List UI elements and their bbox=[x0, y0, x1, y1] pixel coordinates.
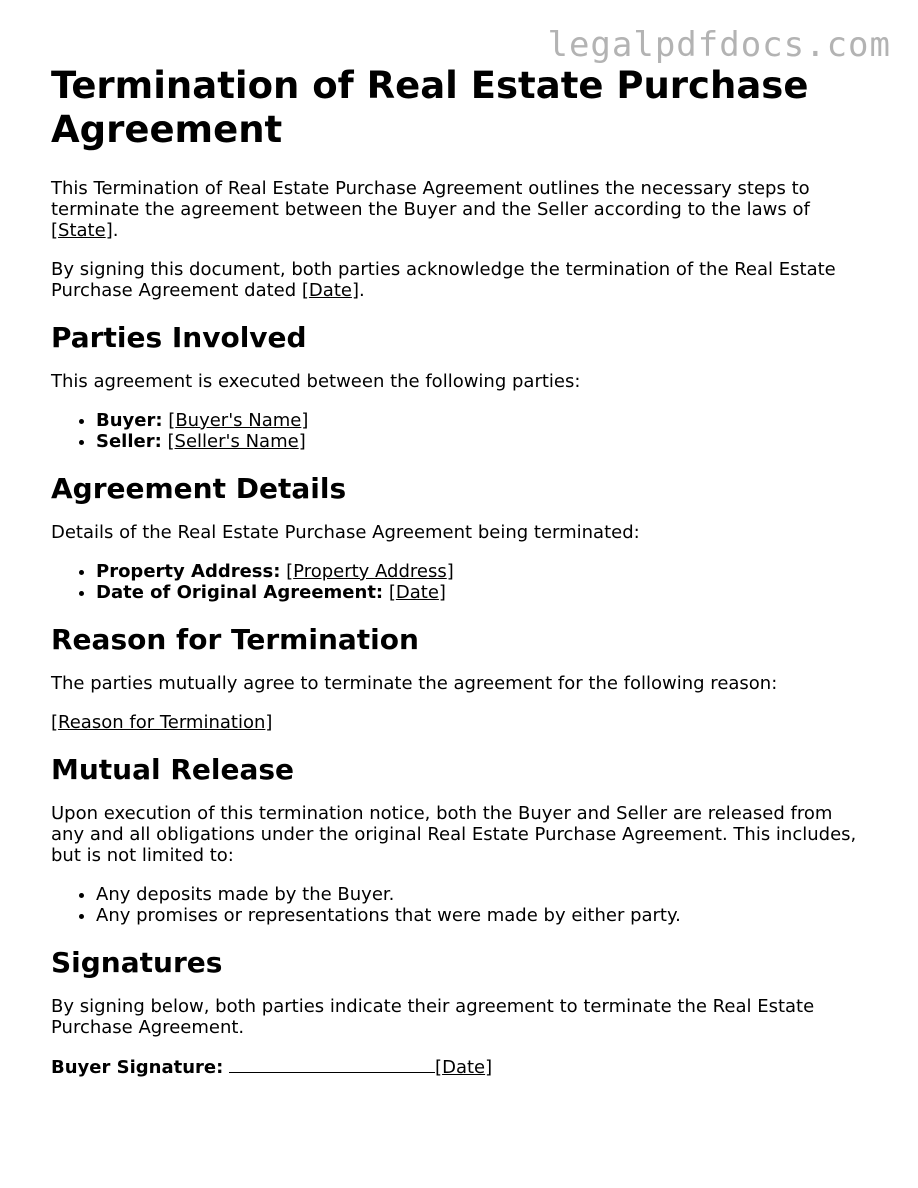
buyer-signature-date-placeholder: Date bbox=[442, 1057, 486, 1078]
intro-text-end: . bbox=[112, 220, 119, 241]
buyer-signature-line[interactable] bbox=[229, 1056, 435, 1073]
buyer-signature-row: Buyer Signature: [Date] bbox=[51, 1057, 493, 1078]
details-list bbox=[51, 561, 871, 603]
watermark: legalpdfdocs.com bbox=[547, 25, 891, 65]
property-address-placeholder: Property Address bbox=[293, 561, 447, 582]
document-title: Termination of Real Estate Purchase Agreement bbox=[51, 64, 809, 151]
original-date-placeholder: Date bbox=[395, 582, 439, 603]
list-item: • Any promises or representations that were made by either party. bbox=[96, 905, 871, 926]
section-heading-release: Mutual Release bbox=[51, 753, 295, 786]
buyer-label: Buyer: bbox=[96, 410, 163, 431]
seller-label: Seller: bbox=[96, 431, 162, 452]
intro-text-end: . bbox=[358, 280, 365, 301]
seller-name-placeholder: Seller's Name bbox=[174, 431, 299, 452]
property-address-label: Property Address: bbox=[96, 561, 281, 582]
document-body bbox=[51, 64, 871, 1096]
reason-paragraph: [Reason for Termination] bbox=[51, 712, 273, 733]
section-heading-reason: Reason for Termination bbox=[51, 623, 419, 656]
state-placeholder: State bbox=[58, 220, 106, 241]
list-item: • Property Address: [Property Address] bbox=[96, 561, 871, 582]
list-item: • Date of Original Agreement: [Date] bbox=[96, 582, 871, 603]
section-heading-signatures: Signatures bbox=[51, 946, 223, 979]
parties-text: This agreement is executed between the following parties: bbox=[51, 371, 581, 392]
buyer-signature-label: Buyer Signature: bbox=[51, 1057, 224, 1078]
list-item: • Seller: [Seller's Name] bbox=[96, 431, 871, 452]
reason-text: The parties mutually agree to terminate the agreement for the following reason: bbox=[51, 673, 778, 694]
list-item: • Any deposits made by the Buyer. bbox=[96, 884, 871, 905]
intro-text: By signing this document, both parties acknowledge the termination of the Real Estate Purchase Agreement dated bbox=[51, 259, 836, 301]
date-placeholder: Date bbox=[308, 280, 352, 301]
reason-placeholder: Reason for Termination bbox=[58, 712, 266, 733]
buyer-name-placeholder: Buyer's Name bbox=[175, 410, 302, 431]
original-date-label: Date of Original Agreement: bbox=[96, 582, 384, 603]
intro-text: This Termination of Real Estate Purchase Agreement outlines the necessary steps to terminate the agreement between the Buyer and the Seller according to the laws of bbox=[51, 178, 810, 220]
intro-paragraph-2: By signing this document, both parties acknowledge the termination of the Real Estate Purchase Agreement dated [Date]. bbox=[51, 259, 836, 301]
signatures-text: By signing below, both parties indicate their agreement to terminate the Real Estate Purchase Agreement. bbox=[51, 996, 815, 1038]
intro-paragraph-1: This Termination of Real Estate Purchase Agreement outlines the necessary steps to terminate the agreement between the Buyer and the Seller according to the laws of [State]. bbox=[51, 178, 810, 241]
list-item: • Buyer: [Buyer's Name] bbox=[96, 410, 871, 431]
section-heading-parties: Parties Involved bbox=[51, 321, 307, 354]
release-list bbox=[51, 884, 871, 926]
section-heading-details: Agreement Details bbox=[51, 472, 347, 505]
parties-list bbox=[51, 410, 871, 452]
details-text: Details of the Real Estate Purchase Agreement being terminated: bbox=[51, 522, 640, 543]
release-text: Upon execution of this termination notice, both the Buyer and Seller are released from any and all obligations under the original Real Estate Purchase Agreement. This includes, but is not limited to: bbox=[51, 803, 857, 866]
